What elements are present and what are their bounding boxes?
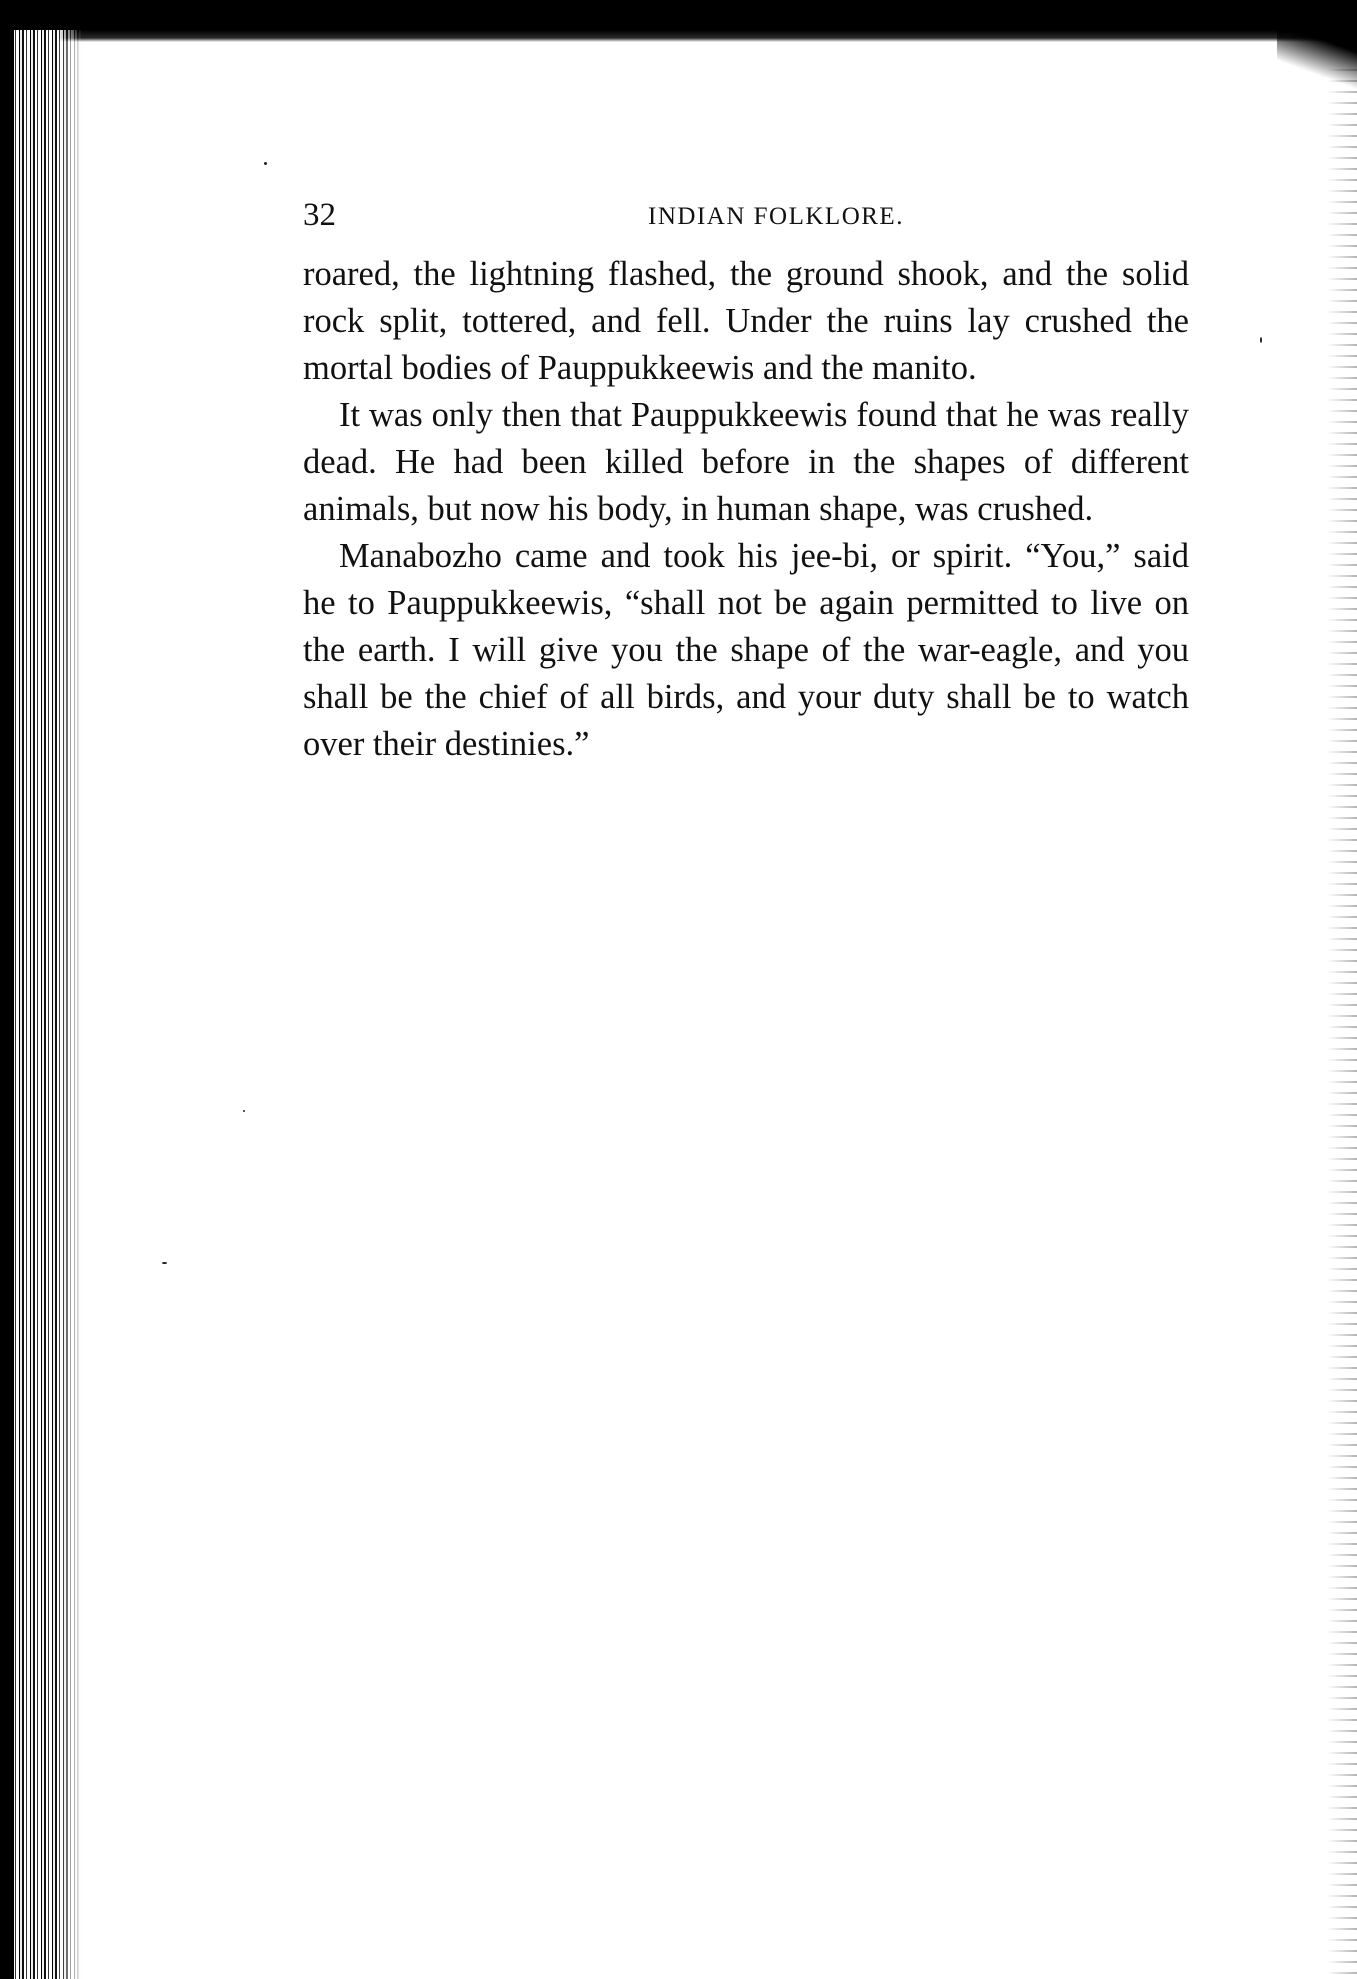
paragraph: Manabozho came and took his jee-bi, or spirit. “You,” said he to Pauppukkeewis, “shall not be again permitted to live on the earth. I will give you the shape of the war-eagle, and you shall be the chief of all birds, and your duty shall be to watch over their destinies.” bbox=[303, 537, 1189, 763]
book-page bbox=[303, 195, 1189, 768]
page-right-edge bbox=[1327, 60, 1357, 1979]
running-title: INDIAN FOLKLORE. bbox=[648, 203, 904, 230]
paragraph: roared, the lightning flashed, the ground shook, and the solid rock split, tottered, and fell. Under the ruins lay crushed the mortal bodies of Pauppukkeewis and the manito. bbox=[303, 255, 1189, 387]
page-number: 32 bbox=[303, 197, 336, 233]
binding-shadow bbox=[0, 30, 14, 1979]
dust-speck bbox=[264, 162, 267, 165]
running-head bbox=[303, 195, 1189, 251]
dust-speck bbox=[243, 1110, 245, 1112]
dust-speck bbox=[1260, 337, 1262, 343]
body-text bbox=[303, 251, 1189, 768]
paragraph: It was only then that Pauppukkeewis found that he was really dead. He had been killed before in the shapes of different animals, but now his body, in human shape, was crushed. bbox=[303, 396, 1189, 528]
scan-top-edge bbox=[0, 0, 1357, 42]
dust-speck bbox=[162, 1262, 167, 1264]
